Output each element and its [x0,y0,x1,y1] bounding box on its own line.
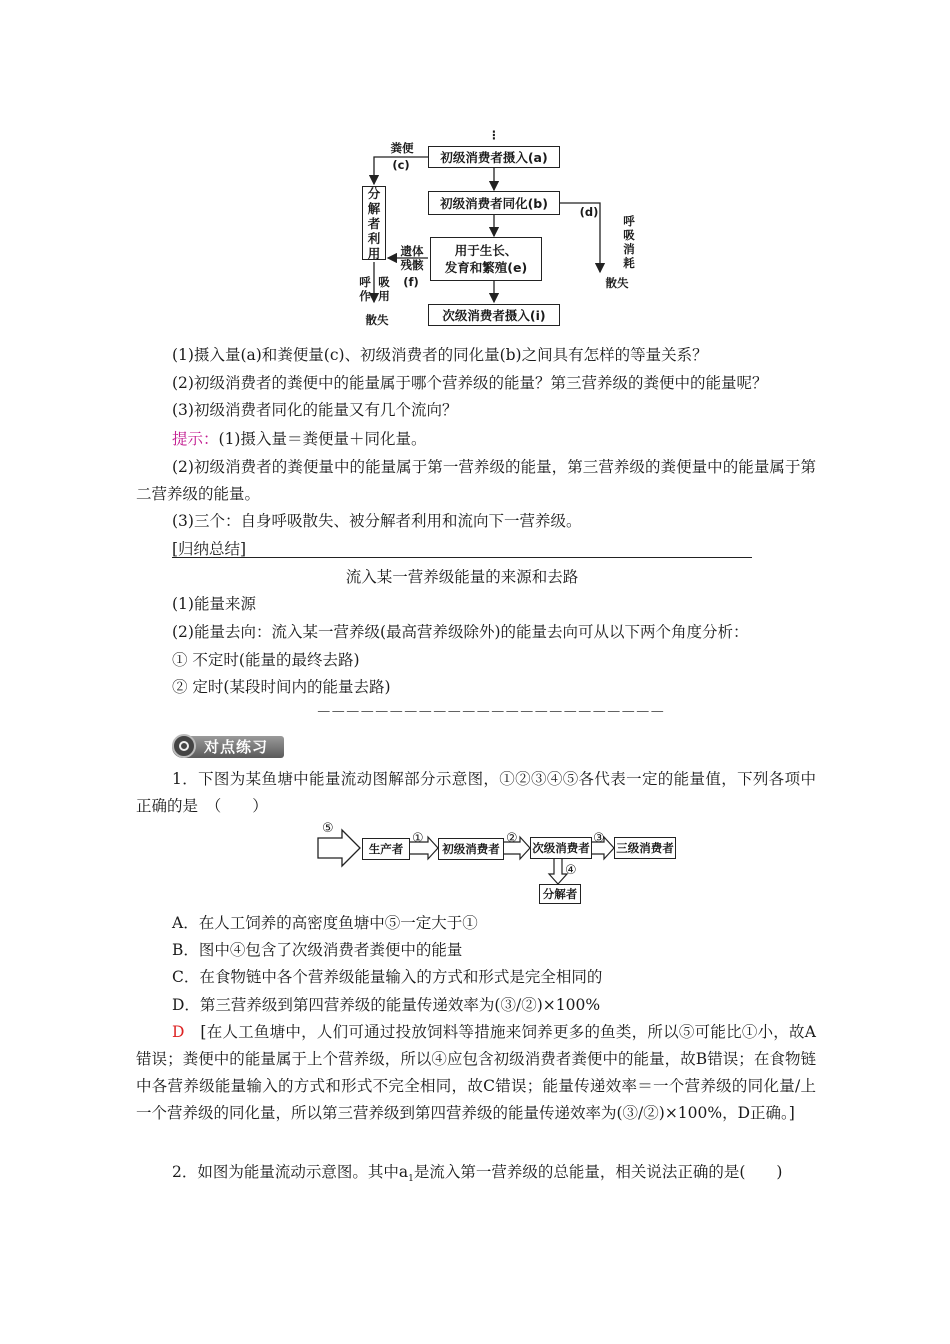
box-primary-consumer: 初级消费者 [438,838,504,860]
q2-stem-post: 是流入第一营养级的总能量，相关说法正确的是( ) [413,1163,783,1181]
summary-label: [归纳总结] [172,540,247,558]
question-2: (2)初级消费者的粪便中的能量属于哪个营养级的能量？第三营养级的粪便中的能量呢？ [172,374,768,392]
q2-stem-pre: 2．如图为能量流动示意图。其中a [172,1163,409,1181]
box-producer: 生产者 [362,838,410,860]
label-n2: ② [506,831,518,846]
label-d: (d) [579,205,599,219]
q2-stem [136,1159,816,1193]
question-1: (1)摄入量(a)和粪便量(c)、初级消费者的同化量(b)之间具有怎样的等量关系？ [172,346,708,364]
box-growth-reproduction: 用于生长、 发育和繁殖(e) [430,237,542,281]
label-n3: ③ [593,831,605,846]
box-primary-consumer-assimilation: 初级消费者同化(b) [428,191,560,215]
q1-option-d: D．第三营养级到第四营养级的能量传递效率为(③/②)×100% [172,996,601,1014]
hint-label: 提示： [172,430,219,448]
box-secondary-consumer: 次级消费者 [530,837,592,859]
label-f: (f) [403,275,419,289]
q1-explanation [136,1019,816,1127]
q2-stem-sub: 1 [408,1174,414,1185]
box-primary-consumer-intake: 初级消费者摄入(a) [428,146,560,168]
summary-title: 流入某一营养级能量的来源和去路 [345,568,579,586]
q1-option-b: B．图中④包含了次级消费者粪便中的能量 [172,941,463,959]
summary-item-4: ② 定时(某段时间内的能量去路) [172,678,391,696]
box-decomposer: 分解者利用 [362,186,386,260]
box-decomposer-2: 分解者 [539,884,581,904]
q1-stem: 1．下图为某鱼塘中能量流动图解部分示意图，①②③④⑤各代表一定的能量值，下列各项中正确的是 （ ） [136,770,816,815]
label-respiration-left-1: 呼作 [359,275,371,303]
label-remains: 遗体残骸 [400,244,424,272]
summary-item-3: ① 不定时(能量的最终去路) [172,651,360,669]
box-secondary-consumer-intake: 次级消费者摄入(i) [428,304,560,326]
hint-1-text: (1)摄入量＝粪便量＋同化量。 [218,430,427,448]
label-feces: 粪便 [390,141,414,155]
label-n5: ⑤ [322,821,334,836]
hint-3: (3)三个：自身呼吸散失、被分解者利用和流向下一营养级。 [172,512,582,530]
continuation-dots: ⋮ [488,128,500,142]
label-respiration-left-2: 吸用 [378,275,390,303]
label-n1: ① [412,831,424,846]
question-3: (3)初级消费者同化的能量又有几个流向？ [172,401,458,419]
label-loss-left: 散失 [365,313,389,327]
q1-option-c: C．在食物链中各个营养级能量输入的方式和形式是完全相同的 [172,968,603,986]
q1-option-a: A．在人工饲养的高密度鱼塘中⑤一定大于① [172,914,478,932]
label-loss-right: 散失 [605,276,629,290]
q1-explanation-text: [在人工鱼塘中，人们可通过投放饲料等措施来饲养更多的鱼类，所以⑤可能比①小，故A错误；粪便中的能量属于上个营养级，所以④应包含初级消费者粪便中的能量，故B错误；在食物链中各营养级能量输入的方式和形式不完全相同，故C错误；能量传递效率＝一个营养级的同化量/上一个营养级的同化量，所以第三营养级到第四营养级的能量传递效率为(③/②)×100%，D正确。] [136,1023,816,1122]
q1-answer-letter: D [172,1023,185,1041]
box-tertiary-consumer: 三级消费者 [614,837,676,859]
practice-label: 对点练习 [204,738,269,756]
label-c: (c) [392,158,410,172]
label-n4: ④ [565,863,577,878]
summary-item-2: (2)能量去向：流入某一营养级(最高营养级除外)的能量去向可从以下两个角度分析： [172,623,749,641]
hint-2: (2)初级消费者的粪便量中的能量属于第一营养级的能量，第三营养级的粪便量中的能量属于第二营养级的能量。 [136,458,816,503]
summary-item-1: (1)能量来源 [172,595,256,613]
label-respiration-consumption: 呼吸消耗 [623,214,635,270]
dash-line: －－－－－－－－－－－－－－－－－－－－－－－－ [315,703,664,721]
